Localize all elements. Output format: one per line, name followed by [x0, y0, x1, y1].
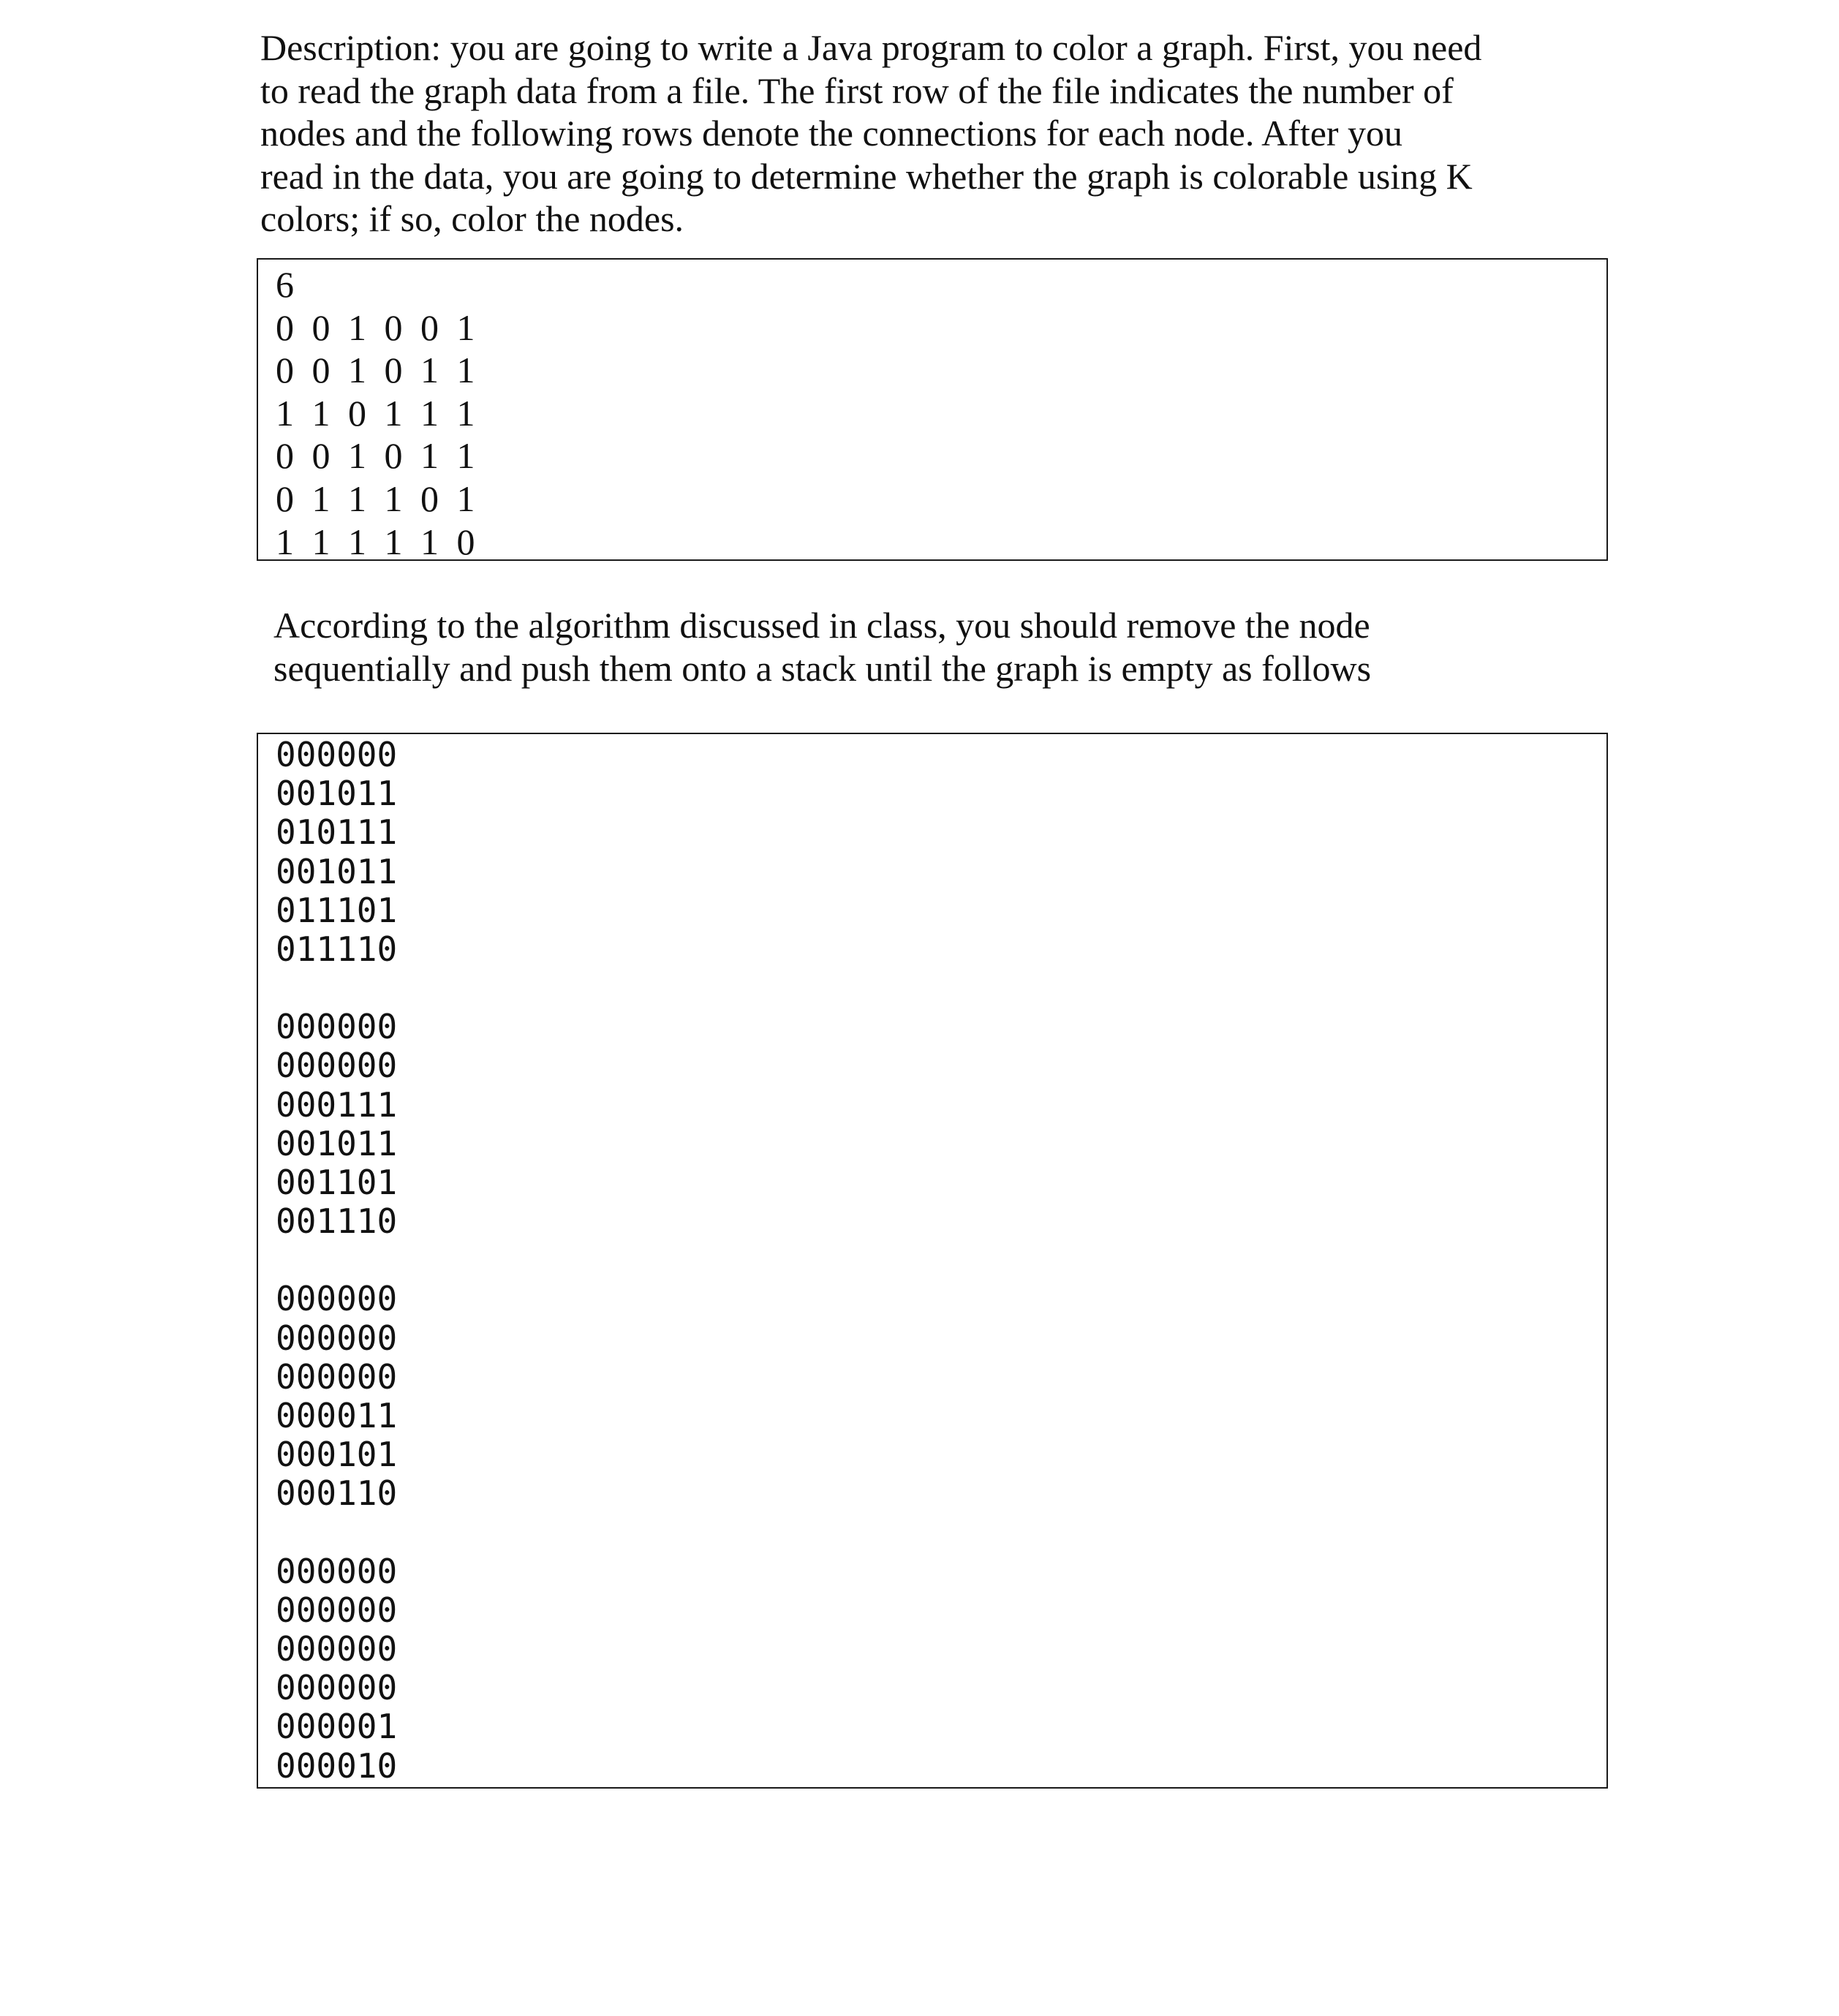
- input-file-box: [257, 258, 1608, 561]
- matrix-row: 000000: [276, 1046, 398, 1086]
- node-count-row: 6: [276, 264, 298, 305]
- description-line: colors; if so, color the nodes.: [260, 198, 684, 239]
- algorithm-line: According to the algorithm discussed in class, you should remove the node: [273, 605, 1370, 646]
- step-matrix-2: [276, 1008, 1606, 1241]
- matrix-row: 000111: [276, 1084, 398, 1125]
- adjacency-row: 1 1 0 1 1 1: [276, 392, 480, 434]
- matrix-row: 000101: [276, 1435, 398, 1475]
- matrix-row: 001011: [276, 1123, 398, 1163]
- adjacency-row: 0 0 1 0 1 1: [276, 350, 480, 391]
- matrix-row: 000000: [276, 1551, 398, 1591]
- adjacency-row: 1 1 1 1 1 0: [276, 521, 480, 562]
- matrix-row: 000000: [276, 735, 398, 774]
- matrix-row: 000000: [276, 1668, 398, 1708]
- description-line: nodes and the following rows denote the connections for each node. After you: [260, 113, 1403, 154]
- step-matrix-1: [276, 734, 1606, 969]
- matrix-row: 000000: [276, 1590, 398, 1630]
- adjacency-row: 0 1 1 1 0 1: [276, 477, 480, 519]
- matrix-row: 000110: [276, 1473, 398, 1514]
- description-line: Description: you are going to write a Java program to color a graph. First, you need: [260, 27, 1482, 68]
- step-matrix-4: [276, 1552, 1606, 1786]
- matrix-row: 010111: [276, 812, 398, 853]
- matrix-row: 001011: [276, 774, 398, 814]
- matrix-row: 001101: [276, 1163, 398, 1203]
- matrix-row: 000010: [276, 1745, 398, 1786]
- matrix-row: 000001: [276, 1707, 398, 1747]
- description-line: to read the graph data from a file. The first row of the file indicates the number of: [260, 69, 1454, 111]
- algorithm-paragraph: [273, 604, 1604, 690]
- matrix-row: 000000: [276, 1356, 398, 1397]
- description-paragraph: [260, 26, 1606, 241]
- matrix-row: 000011: [276, 1396, 398, 1436]
- adjacency-row: 0 0 1 0 0 1: [276, 306, 480, 348]
- stack-steps-box: [257, 733, 1608, 1789]
- step-matrix-3: [276, 1280, 1606, 1513]
- matrix-row: 011110: [276, 929, 398, 970]
- algorithm-line: sequentially and push them onto a stack until the graph is empty as follows: [273, 647, 1372, 689]
- matrix-row: 000000: [276, 1318, 398, 1358]
- matrix-row: 001011: [276, 851, 398, 891]
- matrix-row: 011101: [276, 890, 398, 930]
- matrix-row: 000000: [276, 1279, 398, 1319]
- adjacency-row: 0 0 1 0 1 1: [276, 435, 480, 477]
- matrix-row: 000000: [276, 1629, 398, 1669]
- matrix-row: 000000: [276, 1007, 398, 1047]
- description-line: read in the data, you are going to determine whether the graph is colorable using K: [260, 155, 1473, 197]
- matrix-row: 001110: [276, 1201, 398, 1242]
